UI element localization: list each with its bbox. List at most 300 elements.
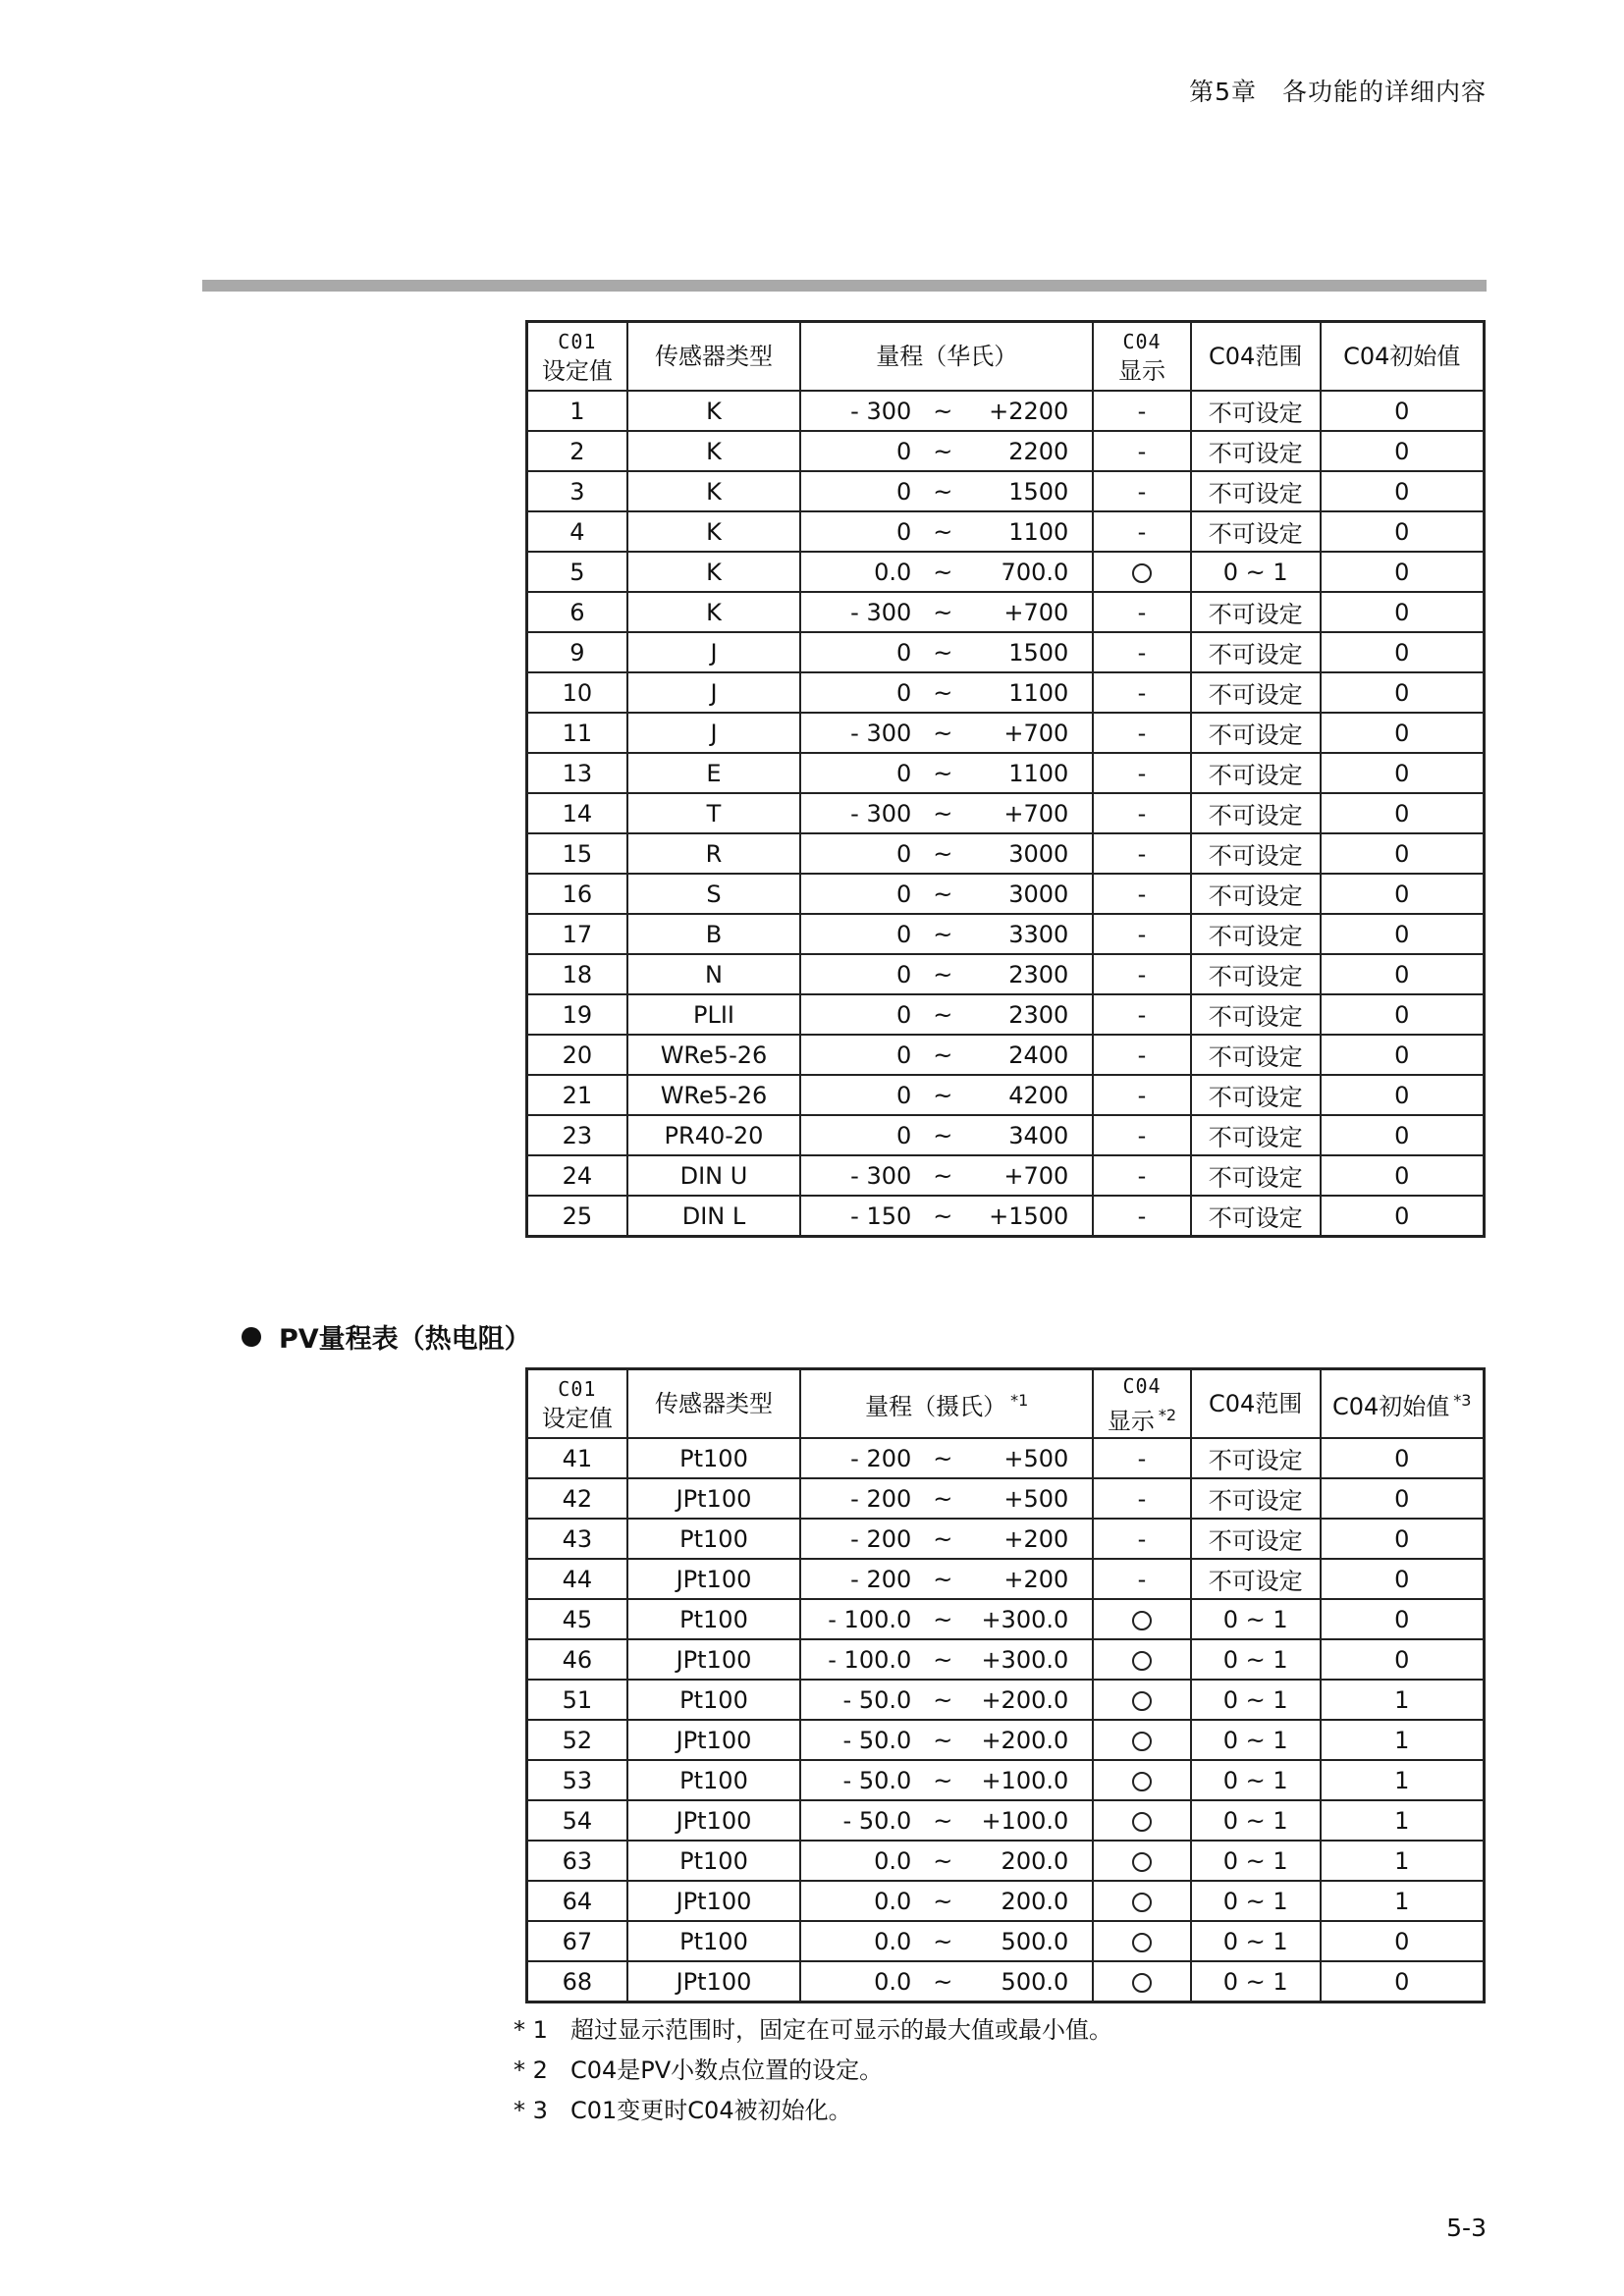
table-row [527,1921,1485,1961]
cell-display [1093,1921,1191,1961]
cell-display [1093,1680,1191,1720]
table-row [527,632,1485,672]
cell-set-value: 21 [527,1075,627,1115]
cell-set-value: 67 [527,1921,627,1961]
range-tilde: ~ [933,1121,953,1149]
cell-set-value: 3 [527,471,627,511]
cell-c04-initial: 0 [1321,1438,1485,1478]
cell-sensor: DIN U [627,1155,801,1196]
cell-c04-initial: 1 [1321,1680,1485,1720]
cell-range [800,713,1093,753]
range-high: 3000 [1008,839,1069,868]
cell-range [800,1155,1093,1196]
cell-range [800,1680,1093,1720]
range-high: 500.0 [1001,1927,1069,1955]
range-high: +300.0 [981,1605,1069,1633]
section-title: PV量程表（热电阻） [279,1324,531,1355]
cell-c04-initial: 0 [1321,1519,1485,1559]
range-low: - 100.0 [828,1605,912,1633]
range-high: +700 [1003,1161,1069,1190]
cell-range [800,1800,1093,1841]
cell-c04-range: 0 ~ 1 [1191,552,1321,592]
range-high: 1500 [1008,477,1069,506]
cell-set-value: 25 [527,1196,627,1237]
cell-c04-initial: 0 [1321,1639,1485,1680]
cell-display: - [1093,713,1191,753]
cell-sensor: K [627,391,801,431]
range-tilde: ~ [933,437,953,465]
range-tilde: ~ [933,1846,953,1875]
cell-c04-range: 0 ~ 1 [1191,1760,1321,1800]
cell-c04-initial: 0 [1321,431,1485,471]
footnote-ref-3: *3 [1453,1391,1472,1410]
cell-set-value: 68 [527,1961,627,2002]
footnote [514,2091,1112,2131]
header-set-value [527,1369,627,1439]
cell-set-value: 9 [527,632,627,672]
set-value-label: 设定值 [541,1405,613,1432]
header-set-value [527,322,627,392]
table-row [527,1680,1485,1720]
cell-c04-range: 不可设定 [1191,511,1321,552]
range-low: - 50.0 [842,1726,912,1754]
cell-sensor: Pt100 [627,1680,801,1720]
range-tilde: ~ [933,678,953,707]
cell-range [800,672,1093,713]
cell-c04-initial: 0 [1321,632,1485,672]
circle-icon [1132,1812,1152,1832]
cell-display [1093,1760,1191,1800]
circle-icon [1132,1933,1152,1952]
cell-c04-range: 0 ~ 1 [1191,1841,1321,1881]
range-low: - 200 [850,1524,912,1553]
header-c04-range: C04范围 [1191,322,1321,392]
range-low: - 50.0 [842,1806,912,1835]
range-low: - 50.0 [842,1685,912,1714]
range-tilde: ~ [933,558,953,586]
footnote-ref-2: *2 [1158,1406,1177,1424]
cell-c04-initial: 1 [1321,1800,1485,1841]
range-low: - 300 [850,397,912,425]
range-high: 3000 [1008,880,1069,908]
cell-set-value: 17 [527,914,627,954]
footnote-mark: * 2 [514,2056,548,2084]
cell-c04-initial: 0 [1321,391,1485,431]
c01-code: C01 [558,330,597,353]
cell-c04-initial: 0 [1321,753,1485,793]
table-row [527,511,1485,552]
cell-display: - [1093,994,1191,1035]
cell-c04-range: 不可设定 [1191,914,1321,954]
range-low: 0 [895,477,912,506]
cell-set-value: 52 [527,1720,627,1760]
range-tilde: ~ [933,960,953,988]
table-row [527,793,1485,833]
cell-sensor: WRe5-26 [627,1075,801,1115]
range-tilde: ~ [933,1201,953,1230]
footnote [514,2051,1112,2091]
cell-c04-range: 0 ~ 1 [1191,1720,1321,1760]
range-high: +700 [1003,799,1069,828]
cell-set-value: 6 [527,592,627,632]
range-high: +200 [1003,1565,1069,1593]
cell-sensor: J [627,713,801,753]
table-row [527,833,1485,874]
range-low: - 300 [850,598,912,626]
range-high: 700.0 [1001,558,1069,586]
header-c04-initial: C04初始值 [1321,322,1485,392]
cell-sensor: B [627,914,801,954]
table-row [527,1115,1485,1155]
table-row [527,1478,1485,1519]
range-tilde: ~ [933,1605,953,1633]
cell-range [800,511,1093,552]
cell-c04-range: 不可设定 [1191,1196,1321,1237]
header-sensor: 传感器类型 [627,322,801,392]
range-high: +2200 [989,397,1069,425]
range-tilde: ~ [933,880,953,908]
cell-range [800,471,1093,511]
table-row [527,1075,1485,1115]
table-row [527,1196,1485,1237]
cell-c04-range: 不可设定 [1191,994,1321,1035]
cell-c04-range: 0 ~ 1 [1191,1881,1321,1921]
cell-c04-initial: 0 [1321,1599,1485,1639]
cell-range [800,1115,1093,1155]
cell-display: - [1093,1115,1191,1155]
cell-sensor: K [627,471,801,511]
c01-code: C01 [558,1377,597,1401]
range-high: 2300 [1008,960,1069,988]
cell-set-value: 63 [527,1841,627,1881]
range-tilde: ~ [933,1645,953,1674]
cell-c04-initial: 0 [1321,1921,1485,1961]
cell-sensor: K [627,511,801,552]
range-low: 0 [895,1081,912,1109]
header-c04-initial [1321,1369,1485,1439]
set-value-label: 设定值 [541,357,613,385]
cell-c04-range: 0 ~ 1 [1191,1680,1321,1720]
table-row [527,1720,1485,1760]
cell-c04-initial: 0 [1321,713,1485,753]
range-low: - 300 [850,719,912,747]
cell-set-value: 64 [527,1881,627,1921]
cell-sensor: Pt100 [627,1599,801,1639]
table-row [527,914,1485,954]
cell-c04-initial: 0 [1321,471,1485,511]
range-tilde: ~ [933,1806,953,1835]
cell-c04-initial: 0 [1321,1035,1485,1075]
range-low: 0.0 [874,1846,912,1875]
cell-display [1093,1841,1191,1881]
cell-display: - [1093,753,1191,793]
cell-sensor: Pt100 [627,1760,801,1800]
table-row [527,1961,1485,2002]
cell-sensor: JPt100 [627,1478,801,1519]
chapter-header: 第5章 各功能的详细内容 [1189,78,1487,106]
table-row [527,471,1485,511]
cell-c04-range: 不可设定 [1191,874,1321,914]
range-tilde: ~ [933,1685,953,1714]
range-tilde: ~ [933,1041,953,1069]
cell-range [800,1438,1093,1478]
cell-display [1093,552,1191,592]
display-label: 显示 [1118,357,1166,385]
range-high: 3400 [1008,1121,1069,1149]
thermocouple-table-body [527,391,1485,1237]
cell-set-value: 1 [527,391,627,431]
header-display [1093,322,1191,392]
cell-display: - [1093,592,1191,632]
footnote [514,2010,1112,2051]
cell-range [800,1478,1093,1519]
cell-display: - [1093,1155,1191,1196]
cell-c04-range: 0 ~ 1 [1191,1639,1321,1680]
cell-sensor: Pt100 [627,1921,801,1961]
cell-set-value: 15 [527,833,627,874]
range-tilde: ~ [933,1927,953,1955]
table-row [527,954,1485,994]
range-tilde: ~ [933,1967,953,1996]
cell-c04-range: 不可设定 [1191,672,1321,713]
cell-display: - [1093,1478,1191,1519]
cell-display [1093,1961,1191,2002]
range-low: 0 [895,960,912,988]
circle-icon [1132,563,1152,583]
footnote-text: C04是PV小数点位置的设定。 [570,2056,884,2084]
table-row [527,1639,1485,1680]
cell-set-value: 19 [527,994,627,1035]
footnote-text: 超过显示范围时，固定在可显示的最大值或最小值。 [570,2016,1112,2044]
cell-c04-initial: 0 [1321,1115,1485,1155]
table-row [527,753,1485,793]
cell-c04-range: 0 ~ 1 [1191,1961,1321,2002]
cell-c04-initial: 0 [1321,874,1485,914]
cell-range [800,994,1093,1035]
circle-icon [1132,1651,1152,1671]
cell-c04-initial: 0 [1321,592,1485,632]
rtd-table-body [527,1438,1485,2002]
c04-code: C04 [1122,330,1162,353]
range-high: +100.0 [981,1806,1069,1835]
footnote-text: C01变更时C04被初始化。 [570,2097,852,2124]
cell-c04-range: 不可设定 [1191,1559,1321,1599]
cell-c04-range: 不可设定 [1191,1075,1321,1115]
cell-c04-initial: 1 [1321,1881,1485,1921]
range-high: 3300 [1008,920,1069,948]
table-row [527,713,1485,753]
cell-range [800,1559,1093,1599]
range-tilde: ~ [933,1726,953,1754]
initial-label: C04初始值 [1332,1393,1450,1420]
cell-c04-range: 不可设定 [1191,391,1321,431]
cell-range [800,632,1093,672]
range-low: - 200 [850,1565,912,1593]
cell-c04-initial: 0 [1321,793,1485,833]
cell-set-value: 20 [527,1035,627,1075]
cell-set-value: 44 [527,1559,627,1599]
cell-set-value: 42 [527,1478,627,1519]
circle-icon [1132,1852,1152,1872]
cell-c04-initial: 1 [1321,1760,1485,1800]
cell-c04-initial: 0 [1321,954,1485,994]
cell-set-value: 23 [527,1115,627,1155]
footnotes [514,2010,1112,2131]
cell-sensor: J [627,672,801,713]
range-low: 0 [895,678,912,707]
cell-c04-initial: 0 [1321,1559,1485,1599]
range-low: 0 [895,437,912,465]
cell-set-value: 53 [527,1760,627,1800]
table-row [527,1881,1485,1921]
cell-c04-initial: 0 [1321,994,1485,1035]
cell-range [800,1921,1093,1961]
cell-c04-range: 不可设定 [1191,431,1321,471]
range-tilde: ~ [933,598,953,626]
cell-sensor: JPt100 [627,1881,801,1921]
table-row [527,1559,1485,1599]
range-high: 200.0 [1001,1887,1069,1915]
cell-sensor: Pt100 [627,1841,801,1881]
range-low: 0.0 [874,558,912,586]
cell-set-value: 51 [527,1680,627,1720]
cell-sensor: JPt100 [627,1720,801,1760]
table-row [527,1800,1485,1841]
cell-c04-range: 不可设定 [1191,1035,1321,1075]
table-row [527,1438,1485,1478]
cell-c04-initial: 0 [1321,1478,1485,1519]
cell-sensor: K [627,552,801,592]
cell-display: - [1093,1438,1191,1478]
cell-c04-initial: 0 [1321,833,1485,874]
cell-c04-initial: 0 [1321,511,1485,552]
cell-range [800,1519,1093,1559]
range-low: - 200 [850,1444,912,1472]
circle-icon [1132,1893,1152,1912]
range-tilde: ~ [933,839,953,868]
cell-c04-initial: 1 [1321,1841,1485,1881]
cell-display: - [1093,391,1191,431]
cell-range [800,793,1093,833]
range-tilde: ~ [933,1766,953,1794]
range-high: 1500 [1008,638,1069,667]
cell-c04-range: 不可设定 [1191,632,1321,672]
cell-sensor: K [627,431,801,471]
cell-c04-range: 0 ~ 1 [1191,1921,1321,1961]
range-low: - 150 [850,1201,912,1230]
cell-sensor: N [627,954,801,994]
range-high: 1100 [1008,678,1069,707]
thermocouple-range-table [525,320,1486,1238]
range-high: 4200 [1008,1081,1069,1109]
cell-display: - [1093,793,1191,833]
footnote-ref-1: *1 [1010,1391,1029,1410]
table-row [527,1760,1485,1800]
cell-range [800,753,1093,793]
cell-range [800,1599,1093,1639]
cell-range [800,1881,1093,1921]
cell-display: - [1093,954,1191,994]
rtd-range-table [525,1367,1486,2003]
range-high: 500.0 [1001,1967,1069,1996]
cell-range [800,833,1093,874]
circle-icon [1132,1611,1152,1630]
table-row [527,1035,1485,1075]
cell-c04-range: 不可设定 [1191,1519,1321,1559]
cell-sensor: K [627,592,801,632]
cell-range [800,874,1093,914]
circle-icon [1132,1973,1152,1993]
header-display [1093,1369,1191,1439]
range-high: +700 [1003,598,1069,626]
display-label: 显示 [1107,1408,1155,1435]
cell-set-value: 16 [527,874,627,914]
range-high: +100.0 [981,1766,1069,1794]
cell-sensor: R [627,833,801,874]
table-row [527,552,1485,592]
cell-set-value: 46 [527,1639,627,1680]
cell-set-value: 24 [527,1155,627,1196]
range-low: 0 [895,920,912,948]
cell-c04-range: 不可设定 [1191,753,1321,793]
cell-display: - [1093,1196,1191,1237]
table-row [527,1155,1485,1196]
cell-c04-initial: 0 [1321,672,1485,713]
cell-range [800,552,1093,592]
cell-c04-range: 不可设定 [1191,1438,1321,1478]
cell-display [1093,1881,1191,1921]
cell-sensor: T [627,793,801,833]
range-low: - 300 [850,1161,912,1190]
circle-icon [1132,1732,1152,1751]
table-row [527,994,1485,1035]
range-high: +500 [1003,1444,1069,1472]
cell-range [800,954,1093,994]
circle-icon [1132,1691,1152,1711]
cell-range [800,592,1093,632]
cell-c04-range: 不可设定 [1191,1155,1321,1196]
range-tilde: ~ [933,1524,953,1553]
cell-c04-initial: 0 [1321,1155,1485,1196]
cell-sensor: Pt100 [627,1519,801,1559]
range-low: 0 [895,839,912,868]
cell-sensor: JPt100 [627,1961,801,2002]
cell-set-value: 4 [527,511,627,552]
range-high: 2400 [1008,1041,1069,1069]
cell-range [800,1196,1093,1237]
cell-display [1093,1639,1191,1680]
cell-range [800,391,1093,431]
range-high: +700 [1003,719,1069,747]
range-high: 200.0 [1001,1846,1069,1875]
range-tilde: ~ [933,799,953,828]
cell-display: - [1093,471,1191,511]
cell-c04-initial: 0 [1321,914,1485,954]
cell-sensor: S [627,874,801,914]
cell-range [800,1760,1093,1800]
range-tilde: ~ [933,1161,953,1190]
cell-range [800,1639,1093,1680]
range-tilde: ~ [933,638,953,667]
cell-set-value: 11 [527,713,627,753]
cell-display: - [1093,1075,1191,1115]
table-header-row [527,322,1485,392]
header-range: 量程（华氏） [800,322,1093,392]
cell-display: - [1093,511,1191,552]
cell-display [1093,1800,1191,1841]
cell-sensor: JPt100 [627,1800,801,1841]
range-low: 0 [895,517,912,546]
